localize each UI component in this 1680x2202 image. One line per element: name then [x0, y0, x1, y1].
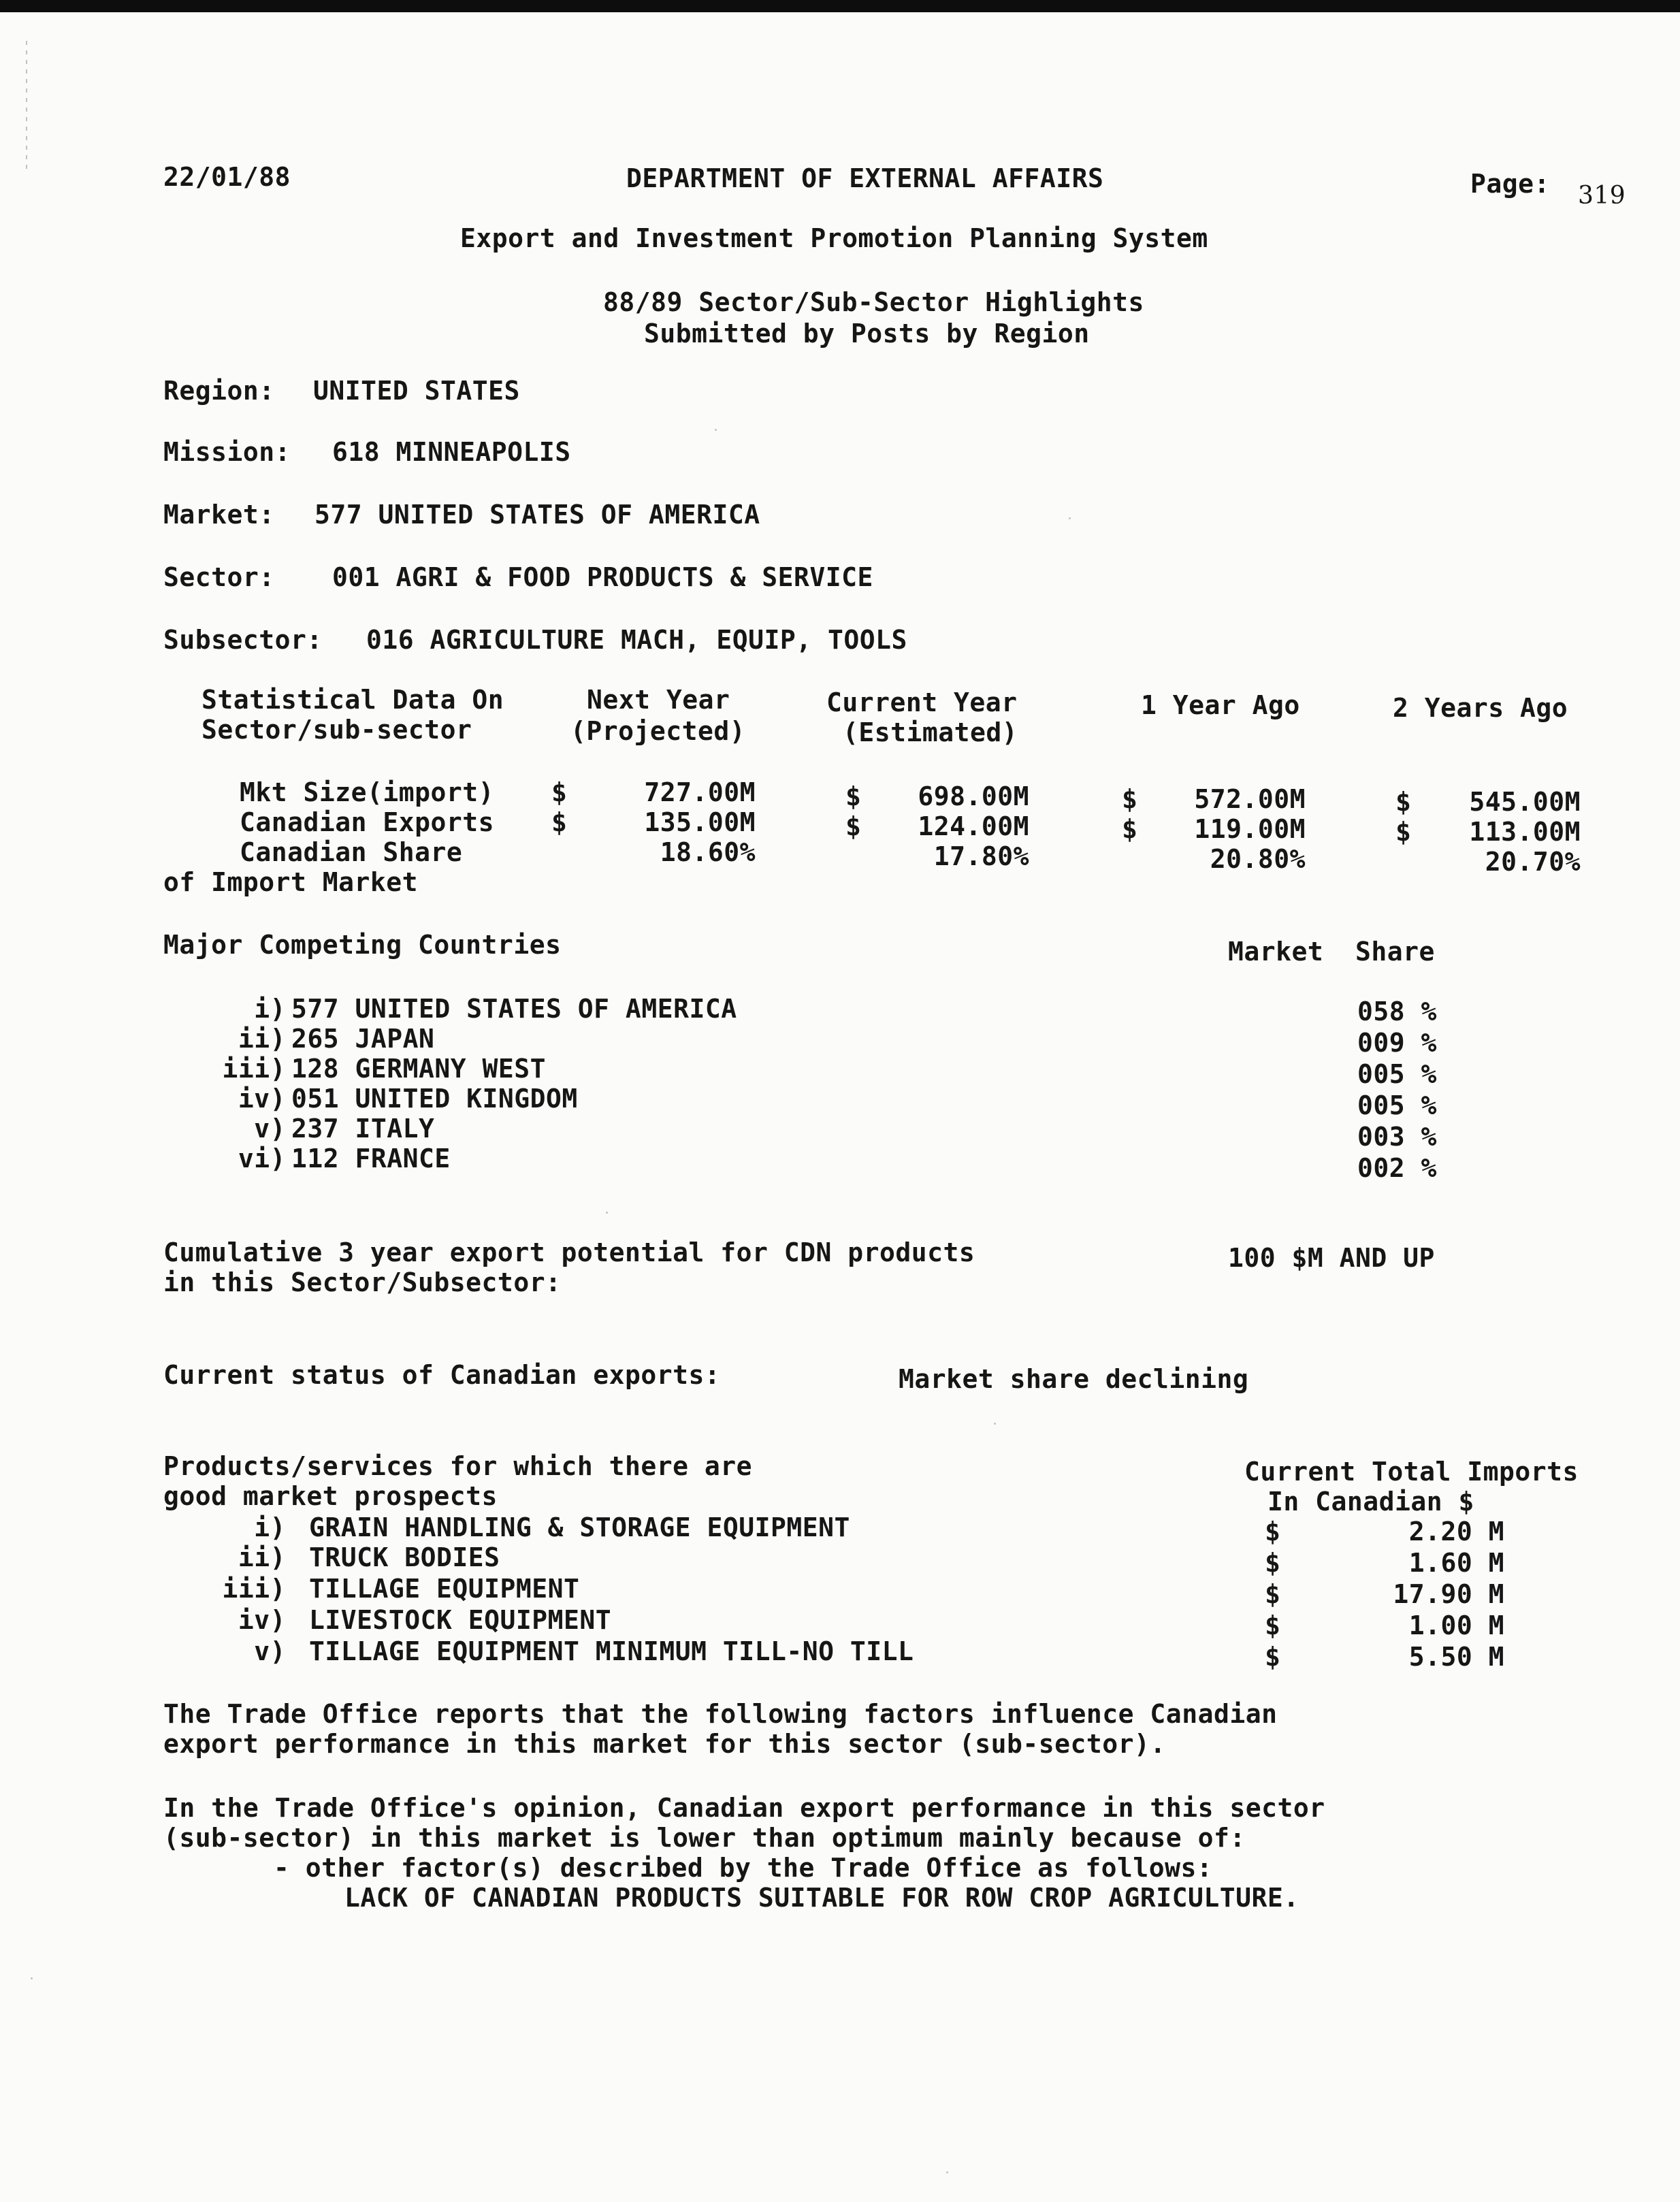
trade-office-factor-detail: LACK OF CANADIAN PRODUCTS SUITABLE FOR ROW CROP AGRICULTURE.: [344, 1883, 1299, 1913]
stats-one-year-ago-value: 119.00M: [1194, 814, 1306, 844]
stats-dollar-sign: $: [845, 811, 862, 841]
stats-current-year-value: 698.00M: [918, 781, 1029, 811]
market-label: Market:: [163, 500, 275, 530]
trade-office-opinion-2: (sub-sector) in this market is lower than optimum mainly because of:: [163, 1823, 1246, 1853]
competitor-name: 051 UNITED KINGDOM: [291, 1084, 578, 1114]
product-number: v): [254, 1636, 286, 1666]
market-share-header: Market Share: [1228, 937, 1435, 967]
competitor-name: 265 JAPAN: [291, 1024, 435, 1054]
stats-header-next-year: Next Year: [587, 685, 730, 715]
stats-row-label: Mkt Size(import): [240, 777, 495, 807]
export-potential-label: Cumulative 3 year export potential for CDN products: [163, 1237, 975, 1267]
product-dollar-sign: $: [1265, 1610, 1281, 1640]
region-label: Region:: [163, 376, 275, 406]
stats-header-estimated: (Estimated): [843, 717, 1018, 747]
trade-office-paragraph-2: export performance in this market for this sector (sub-sector).: [163, 1729, 1166, 1759]
stats-next-year-value: 18.60%: [660, 837, 756, 867]
product-number: iii): [222, 1574, 286, 1604]
product-number: i): [254, 1512, 286, 1542]
export-potential-value: 100 $M AND UP: [1228, 1243, 1435, 1273]
stats-one-year-ago-value: 20.80%: [1210, 844, 1306, 874]
stats-current-year-value: 124.00M: [918, 811, 1029, 841]
competitor-number: vi): [238, 1144, 286, 1173]
competitors-title: Major Competing Countries: [163, 930, 562, 960]
report-subtitle: 88/89 Sector/Sub-Sector Highlights: [603, 287, 1144, 317]
market-value: 577 UNITED STATES OF AMERICA: [314, 500, 760, 530]
stats-row-label: Canadian Share: [240, 837, 463, 867]
product-name: TILLAGE EQUIPMENT: [309, 1574, 580, 1604]
stats-dollar-sign: $: [551, 807, 568, 837]
competitor-number: iii): [222, 1054, 286, 1084]
competitor-name: 128 GERMANY WEST: [291, 1054, 547, 1084]
imports-header-2: In Canadian $: [1267, 1487, 1474, 1517]
subsector-value: 016 AGRICULTURE MACH, EQUIP, TOOLS: [366, 625, 907, 655]
department-title: DEPARTMENT OF EXTERNAL AFFAIRS: [626, 163, 1104, 193]
stats-dollar-sign: $: [1122, 784, 1138, 814]
system-title: Export and Investment Promotion Planning System: [460, 223, 1208, 253]
stats-header-label-2: Sector/sub-sector: [201, 715, 472, 745]
stats-next-year-value: 135.00M: [644, 807, 756, 837]
subsector-label: Subsector:: [163, 625, 323, 655]
report-date: 22/01/88: [163, 162, 291, 192]
product-number: ii): [238, 1542, 286, 1572]
stats-two-years-ago-value: 545.00M: [1469, 787, 1581, 817]
trade-office-opinion: In the Trade Office's opinion, Canadian export performance in this sector: [163, 1793, 1325, 1823]
scan-speck: [31, 1977, 33, 1979]
products-label: Products/services for which there are: [163, 1451, 752, 1481]
stats-header-one-year-ago: 1 Year Ago: [1141, 690, 1300, 720]
export-status-label: Current status of Canadian exports:: [163, 1360, 721, 1390]
product-name: GRAIN HANDLING & STORAGE EQUIPMENT: [309, 1512, 850, 1542]
competitor-name: 112 FRANCE: [291, 1144, 451, 1173]
stats-header-projected: (Projected): [570, 716, 746, 746]
trade-office-paragraph: The Trade Office reports that the following factors influence Canadian: [163, 1699, 1278, 1729]
product-dollar-sign: $: [1265, 1548, 1281, 1578]
competitor-share: 009 %: [1357, 1028, 1437, 1058]
product-name: TILLAGE EQUIPMENT MINIMUM TILL-NO TILL: [309, 1636, 914, 1666]
competitor-name: 237 ITALY: [291, 1114, 435, 1144]
stats-dollar-sign: $: [551, 777, 568, 807]
stats-dollar-sign: $: [1395, 787, 1412, 817]
product-import-amount: 17.90 M: [1393, 1579, 1504, 1609]
scan-speck: [715, 429, 717, 431]
page-label: Page:: [1470, 169, 1550, 199]
page-number: 319: [1578, 182, 1626, 210]
scan-speck: [1069, 517, 1071, 519]
product-number: iv): [238, 1605, 286, 1635]
products-label-2: good market prospects: [163, 1481, 498, 1511]
scan-edge-mark: [26, 41, 27, 170]
scan-speck: [606, 1212, 608, 1214]
scan-speck: [994, 1423, 996, 1425]
competitor-name: 577 UNITED STATES OF AMERICA: [291, 994, 737, 1024]
stats-current-year-value: 17.80%: [933, 841, 1029, 871]
scan-border: [0, 0, 1680, 12]
stats-header-two-years-ago: 2 Years Ago: [1393, 693, 1568, 723]
stats-row-label-continued: of Import Market: [163, 867, 419, 897]
mission-label: Mission:: [163, 437, 291, 467]
competitor-share: 003 %: [1357, 1122, 1437, 1152]
sector-label: Sector:: [163, 562, 275, 592]
competitor-share: 005 %: [1357, 1090, 1437, 1120]
competitor-number: ii): [238, 1024, 286, 1054]
report-subtitle-2: Submitted by Posts by Region: [644, 319, 1090, 349]
stats-header-current-year: Current Year: [826, 687, 1018, 717]
product-dollar-sign: $: [1265, 1517, 1281, 1547]
competitor-number: i): [254, 994, 286, 1024]
competitor-share: 005 %: [1357, 1059, 1437, 1089]
export-status-value: Market share declining: [899, 1364, 1249, 1394]
stats-row-label: Canadian Exports: [240, 807, 495, 837]
stats-dollar-sign: $: [1122, 814, 1138, 844]
product-dollar-sign: $: [1265, 1579, 1281, 1609]
competitor-number: iv): [238, 1084, 286, 1114]
imports-header: Current Total Imports: [1244, 1457, 1579, 1487]
product-import-amount: 1.60 M: [1408, 1548, 1504, 1578]
competitor-number: v): [254, 1114, 286, 1144]
product-import-amount: 2.20 M: [1408, 1517, 1504, 1547]
stats-next-year-value: 727.00M: [644, 777, 756, 807]
stats-header-label: Statistical Data On: [201, 685, 504, 715]
scan-speck: [946, 2171, 948, 2173]
trade-office-factor: - other factor(s) described by the Trade Office as follows:: [274, 1853, 1213, 1883]
product-name: TRUCK BODIES: [309, 1542, 500, 1572]
mission-value: 618 MINNEAPOLIS: [332, 437, 571, 467]
product-import-amount: 1.00 M: [1408, 1610, 1504, 1640]
export-potential-label-2: in this Sector/Subsector:: [163, 1267, 562, 1297]
stats-one-year-ago-value: 572.00M: [1194, 784, 1306, 814]
competitor-share: 002 %: [1357, 1153, 1437, 1183]
sector-value: 001 AGRI & FOOD PRODUCTS & SERVICE: [332, 562, 873, 592]
stats-two-years-ago-value: 113.00M: [1469, 817, 1581, 847]
stats-two-years-ago-value: 20.70%: [1485, 847, 1581, 877]
product-import-amount: 5.50 M: [1408, 1642, 1504, 1672]
competitor-share: 058 %: [1357, 997, 1437, 1026]
stats-dollar-sign: $: [1395, 817, 1412, 847]
stats-dollar-sign: $: [845, 781, 862, 811]
product-dollar-sign: $: [1265, 1642, 1281, 1672]
product-name: LIVESTOCK EQUIPMENT: [309, 1605, 612, 1635]
region-value: UNITED STATES: [313, 376, 520, 406]
